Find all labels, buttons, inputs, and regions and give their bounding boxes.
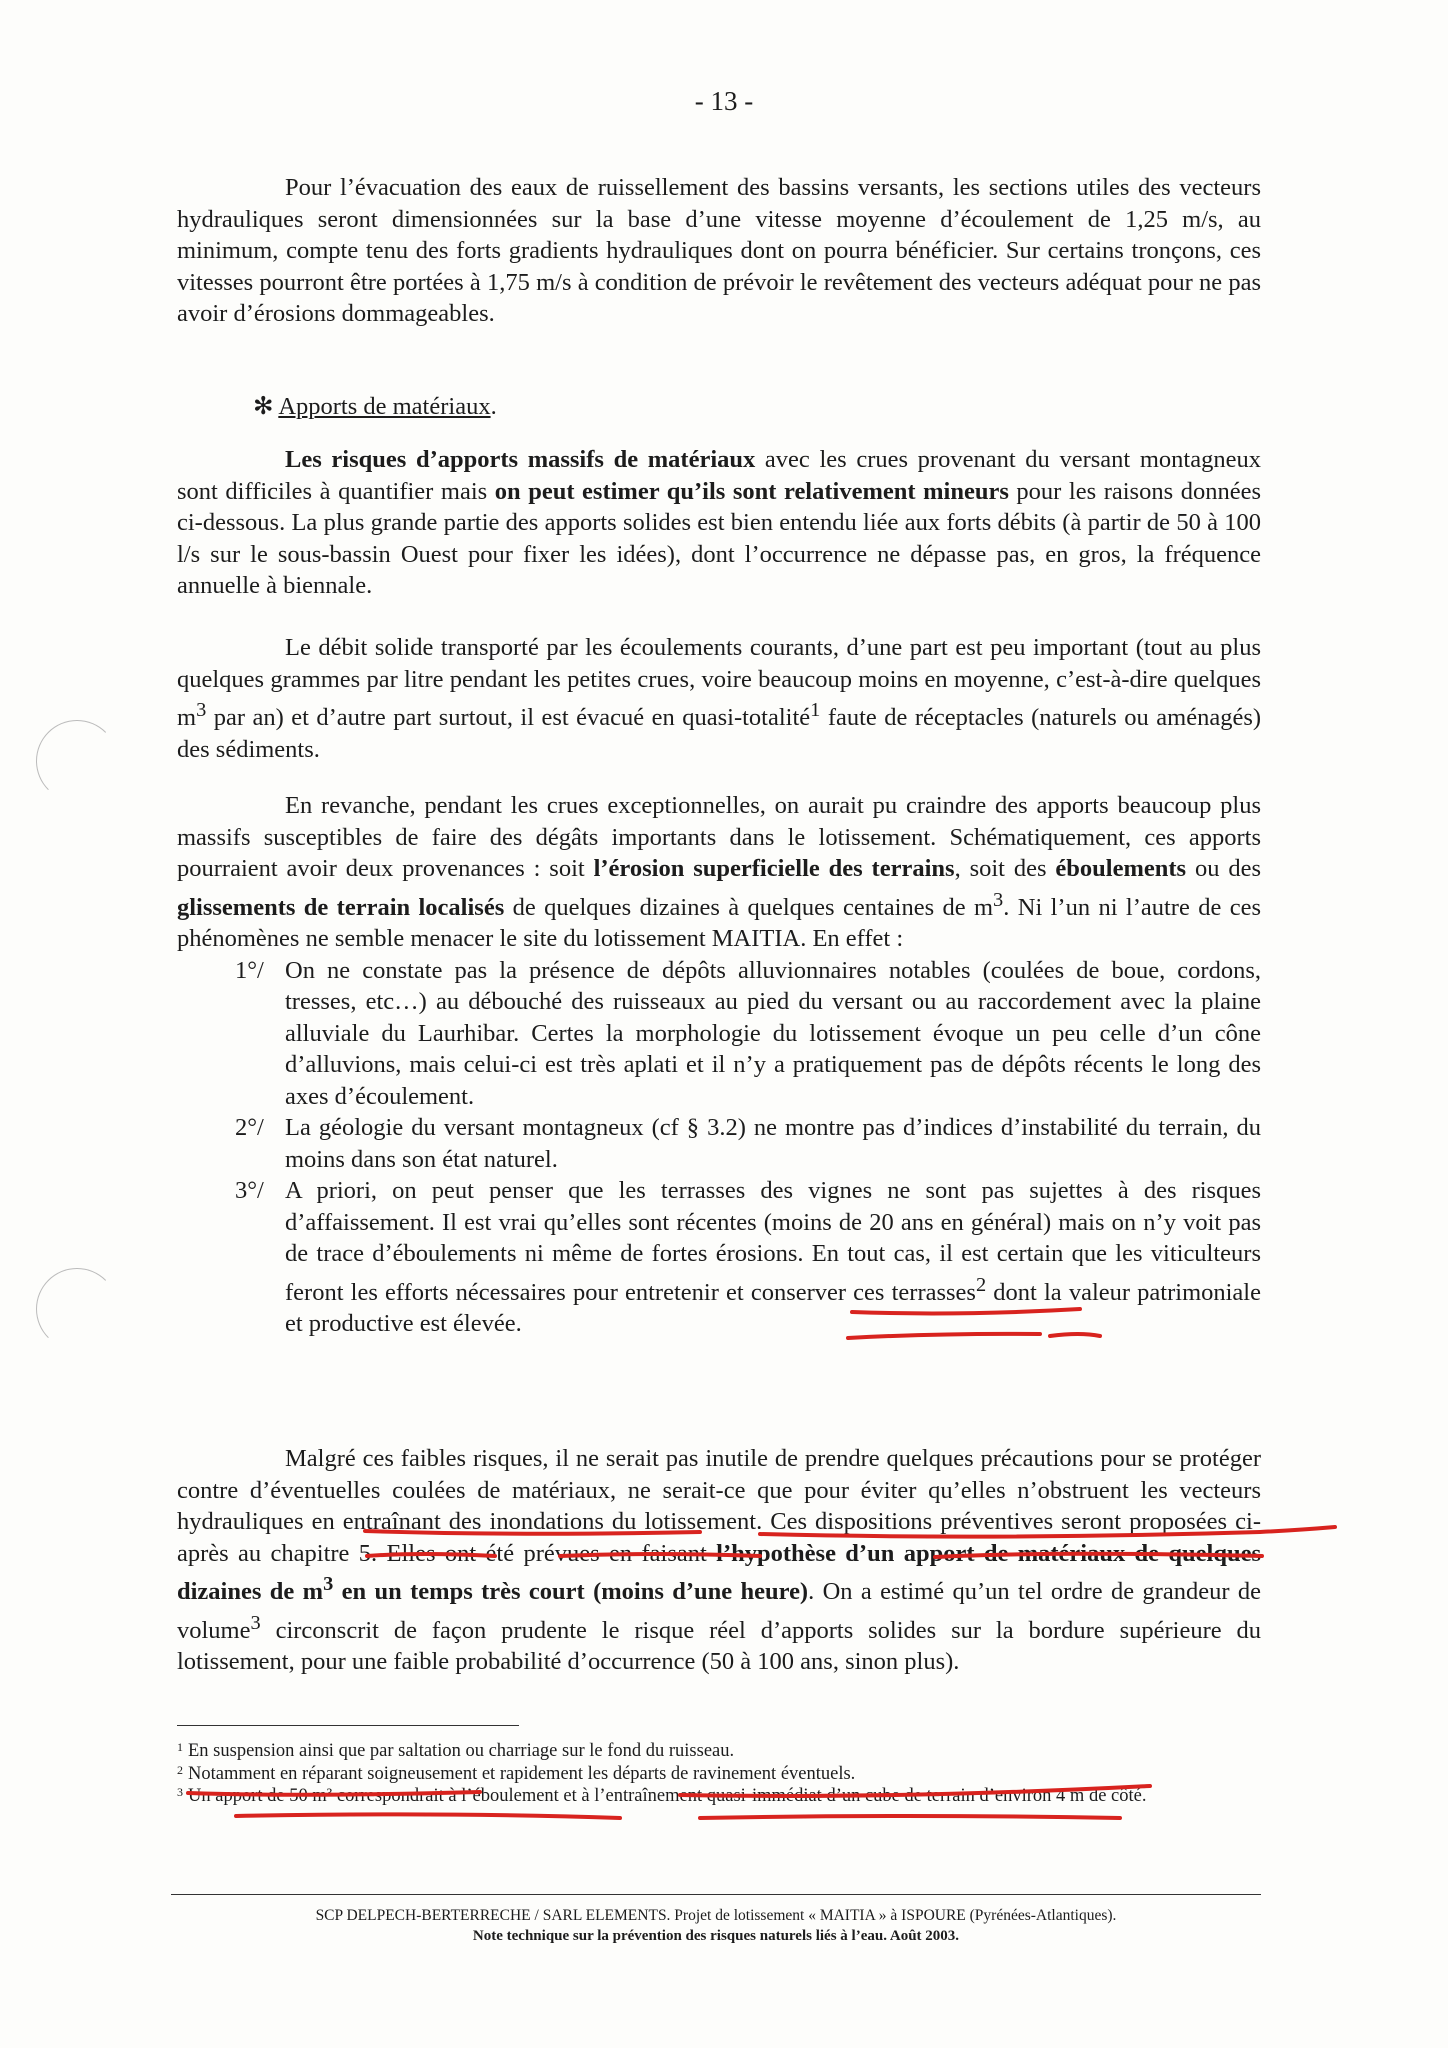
text-run: Le débit solide transporté par les écoulements courants, d’une part est peu important (tout au plus quelques grammes par litre pendant les petites crues, voire beaucoup moins en moyenne, c’est-à-dire quelques m: [177, 634, 1261, 732]
footer-line-project: SCP DELPECH-BERTERRECHE / SARL ELEMENTS. Projet de lotissement « MAITIA » à ISPOURE (Pyrénées-Atlantiques).: [315, 1907, 1117, 1924]
paragraph-evacuation: [177, 172, 1261, 330]
punch-hole-mark: [36, 1268, 118, 1350]
item-text: On ne constate pas la présence de dépôts alluvionnaires notables (coulées de boue, cordons, tresses, etc…) au débouché des ruisseaux au pied du versant ou au raccordement avec la plaine alluviale du Laurhibar. Certes la morphologie du lotissement évoque un peu celle d’un cône d’alluvions, mais celui-ci est très aplati et il n’y a pratiquement pas de dépôts récents le long des axes d’écoulement.: [285, 956, 1261, 1110]
text-run: faute de réceptacles (naturels ou aménagés) des sédiments.: [177, 704, 1262, 763]
paragraph-text: Pour l’évacuation des eaux de ruissellement des bassins versants, les sections utiles des vecteurs hydrauliques seront dimensionnées sur la base d’une vitesse moyenne d’écoulement de 1,25 m/s, au minimum, compte tenu des forts gradients hydrauliques dont on pourra bénéficier. Sur certains tronçons, ces vitesses pourront être portées à 1,75 m/s à condition de prévoir le revêtement des vecteurs adéquat pour ne pas avoir d’érosions dommageables.: [177, 174, 1261, 327]
text-run: , soit des: [954, 855, 1056, 882]
footnotes: [177, 1740, 1261, 1808]
superscript: 3: [993, 888, 1004, 911]
list-item: [177, 1112, 1261, 1175]
footnote-ref: 1: [810, 699, 821, 721]
text-run: pour les raisons données ci-dessous. La plus grande partie des apports solides est bien entendu liée aux forts débits (à partir de 50 à 100 l/s sur le sous-bassin Ouest pour fixer les idées), dont l’occurrence ne dépasse pas, en gros, la fréquence annuelle à biennale.: [177, 477, 1261, 599]
paragraph-text: [177, 444, 1261, 602]
text-run: par an) et d’autre part surtout, il est évacué en quasi-totalité: [206, 704, 811, 732]
footnote-divider: [177, 1725, 519, 1726]
footer-divider: [171, 1894, 1261, 1895]
item-text: La géologie du versant montagneux (cf § 3.2) ne montre pas d’indices d’instabilité du terrain, du moins dans son état naturel.: [285, 1114, 1261, 1173]
footnote: 2 Notamment en réparant soigneusement et rapidement les départs de ravinement éventuels.: [177, 1762, 856, 1784]
footnote: 1 En suspension ainsi que par saltation ou charriage sur le fond du ruisseau.: [177, 1740, 735, 1761]
footer-line-note: Note technique sur la prévention des risques naturels liés à l’eau. Août 2003.: [472, 1928, 960, 1944]
footnote-ref: 2: [975, 1273, 987, 1296]
page-number: - 13 -: [694, 86, 754, 116]
item-text: A priori, on peut penser que les terrasses des vignes ne sont pas sujettes à des risques d’affaissement. Il est vrai qu’elles sont récentes (moins de 20 ans en général) mais on n’y voit pas de trace d’éboulements ni même de fortes érosions. En tout cas, il est certain que les viticulteurs feront les efforts nécessaires pour entretenir et conserver ces terrasses: [285, 1177, 1261, 1306]
footnote-ref: 3: [250, 1611, 261, 1634]
item-number: 3°/: [235, 1177, 264, 1205]
superscript: 3: [196, 699, 207, 721]
asterisk-bullet-icon: ✻: [253, 393, 274, 420]
ink-strike: [700, 1816, 1120, 1818]
section-title: Apports de matériaux: [278, 393, 491, 420]
paragraph-precautions: [177, 1443, 1261, 1678]
bold-phrase: glissements de terrain localisés: [177, 893, 505, 921]
bold-phrase: éboulements: [1055, 855, 1187, 882]
bold-phrase: l’hypothèse d’un apport de matériaux de quelques dizaines de $m^3$ en un temps très court (moins d’une heure): [177, 1539, 1262, 1606]
bold-phrase: on peut estimer qu’ils sont relativement mineurs: [494, 477, 1009, 505]
text-run: avec les crues provenant du versant montagneux sont difficiles à quantifier mais: [177, 446, 1261, 505]
text-run: de quelques dizaines à quelques centaines de m: [504, 893, 994, 921]
numbered-list: [177, 955, 1261, 1340]
list-item: [177, 955, 1261, 1113]
text-run: En revanche, pendant les crues exceptionnelles, on aurait pu craindre des apports beaucoup plus massifs susceptibles de faire des dégâts importants dans le lotissement. Schématiquement, ces apports pourraient avoir deux provenances : soit: [177, 792, 1261, 882]
paragraph-revanche: [177, 790, 1261, 1340]
text-run: . On a estimé qu’un tel ordre de grandeur de volume: [177, 1578, 1261, 1644]
bold-phrase: Les risques d’apports massifs de matériaux: [285, 446, 756, 473]
paragraph-text: [177, 1443, 1261, 1678]
paragraph-debit-solide: [177, 632, 1261, 765]
section-heading: [253, 391, 497, 421]
paragraph-risques: [177, 444, 1261, 602]
item-text: dont la valeur patrimoniale et productive est élevée.: [285, 1278, 1261, 1338]
punch-hole-mark: [36, 720, 118, 802]
text-run: ou des: [1186, 855, 1261, 882]
ink-strike: [236, 1814, 620, 1818]
footnote: 3 Un apport de 50 m³ correspondrait à l’éboulement et à l’entraînement quasi-immédiat d’un cube de terrain d’environ 4 m de côté.: [177, 1785, 1147, 1806]
item-number: 1°/: [235, 956, 264, 984]
text-run: . Ni l’un ni l’autre de ces phénomènes ne semble menacer le site du lotissement MAITIA. En effet :: [177, 893, 1261, 953]
text-run: Malgré ces faibles risques, il ne serait pas inutile de prendre quelques précautions pour se protéger contre d’éventuelles coulées de matériaux, ne serait-ce que pour éviter qu’elles n’obstruent les vecteurs hydrauliques en entraînant des inondations du lotissement. Ces dispositions préventives seront proposées ci-après au chapitre 5. Elles ont été prévues en faisant: [177, 1445, 1261, 1567]
paragraph-text: [177, 790, 1261, 955]
bold-phrase: l’érosion superficielle des terrains: [593, 855, 955, 882]
page-footer: [171, 1906, 1261, 1946]
section-title-period: .: [490, 393, 497, 420]
list-item: [177, 1175, 1261, 1340]
item-number: 2°/: [235, 1114, 264, 1142]
paragraph-text: [177, 632, 1261, 765]
text-run: circonscrit de façon prudente le risque réel d’apports solides sur la bordure supérieure du lotissement, pour une faible probabilité d’occurrence (50 à 100 ans, sinon plus).: [177, 1616, 1261, 1676]
